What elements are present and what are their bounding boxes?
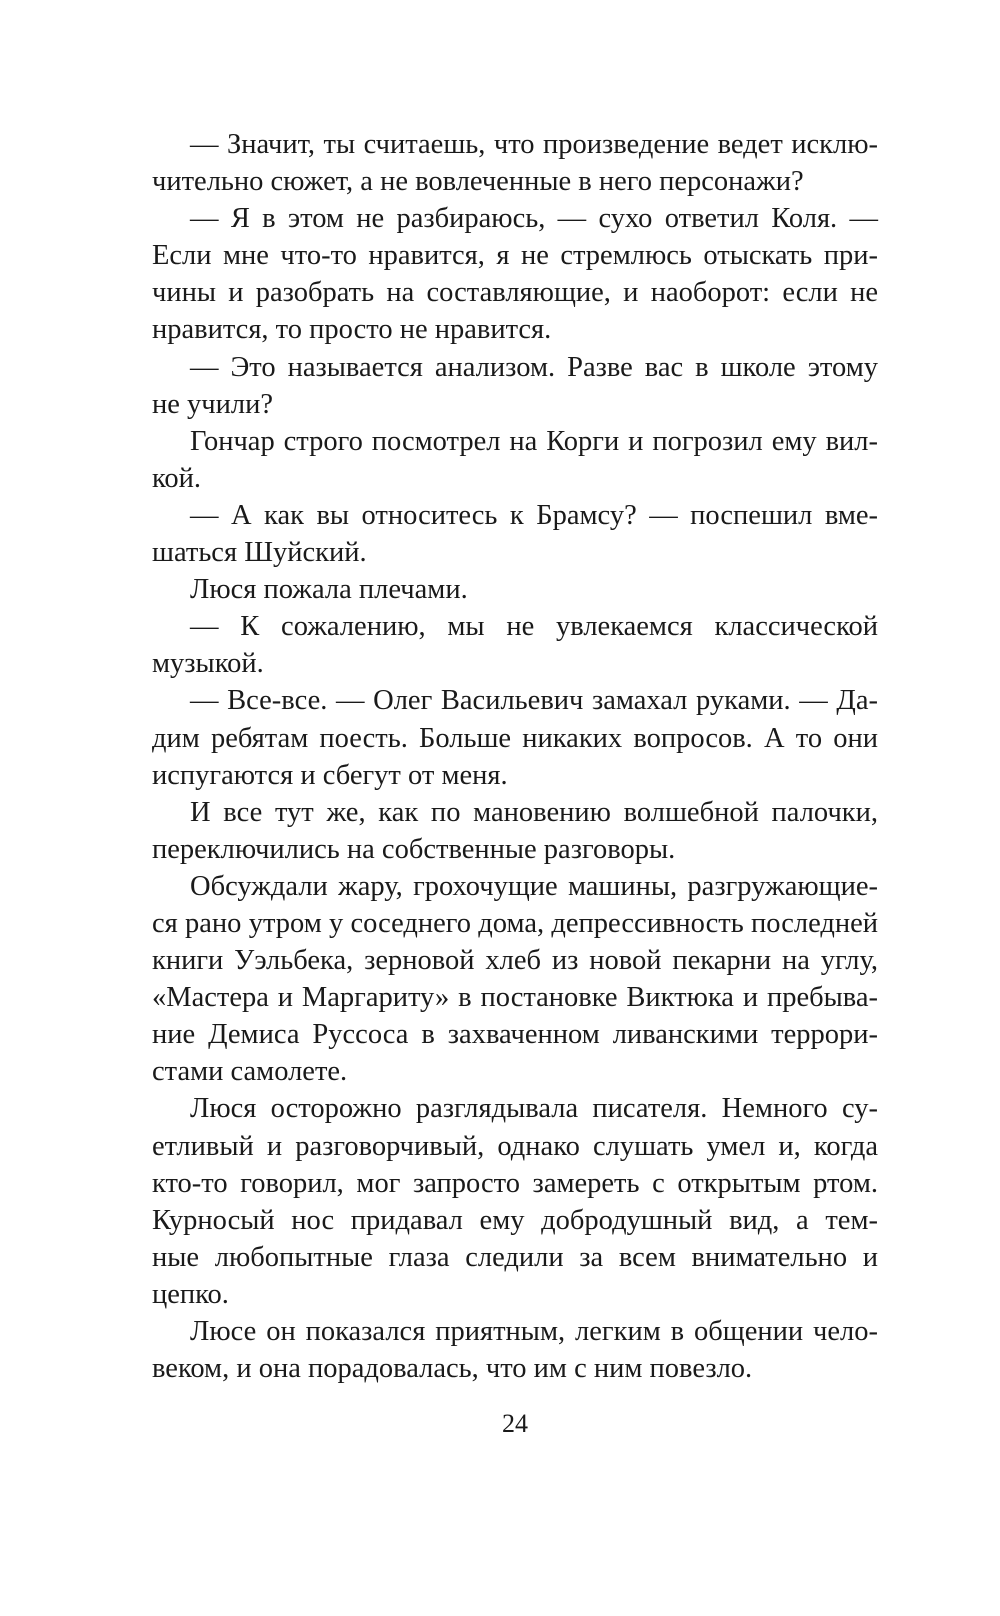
text-line: «Мастера и Маргариту» в постановке Виктюка и пребыва- <box>152 982 878 1014</box>
text-line: — Значит, ты считаешь, что произведение ведет исклю- <box>190 129 878 160</box>
text-line: веком, и она порадовалась, что им с ним повезло. <box>152 1353 753 1385</box>
text-line: Обсуждали жару, грохочущие машины, разгружающие- <box>190 870 878 902</box>
text-line: — Это называется анализом. Разве вас в школе этому <box>190 351 878 383</box>
text-line: Люся пожала плечами. <box>190 574 468 606</box>
text-line: етливый и разговорчивый, однако слушать умел и, когда <box>152 1130 878 1162</box>
text-line: кой. <box>152 462 202 494</box>
text-line: И все тут же, как по мановению волшебной палочки, <box>190 796 878 828</box>
text-line: — К сожалению, мы не увлекаемся классической <box>190 611 878 643</box>
text-line: — А как вы относитесь к Брамсу? — поспешил вме- <box>190 499 878 531</box>
text-line: чительно сюжет, а не вовлеченные в него персонажи? <box>152 166 804 198</box>
body-text <box>152 126 878 1387</box>
text-line: Люся осторожно разглядывала писателя. Немного су- <box>190 1093 878 1125</box>
text-line: Если мне что-то нравится, я не стремлюсь отыскать при- <box>152 240 878 272</box>
text-line: Люсе он показался приятным, легким в общении чело- <box>190 1316 878 1347</box>
text-line: переключились на собственные разговоры. <box>152 833 676 865</box>
page-number: 24 <box>502 1409 528 1438</box>
text-line: испугаются и сбегут от меня. <box>152 759 508 791</box>
text-line: ные любопытные глаза следили за всем внимательно и <box>152 1241 878 1273</box>
text-line: музыкой. <box>152 648 264 680</box>
text-line: Курносый нос придавал ему добродушный вид, а тем- <box>152 1204 878 1236</box>
text-line: ние Демиса Руссоса в захваченном ливанскими террори- <box>152 1019 878 1051</box>
text-line: — Я в этом не разбираюсь, — сухо ответил Коля. — <box>190 203 878 235</box>
text-line: кто-то говорил, мог запросто замереть с открытым ртом. <box>152 1167 878 1199</box>
text-line: Гончар строго посмотрел на Корги и погрозил ему вил- <box>190 425 878 457</box>
text-line: стами самолете. <box>152 1056 348 1088</box>
text-line: цепко. <box>152 1278 229 1310</box>
text-line: нравится, то просто не нравится. <box>152 314 552 346</box>
text-line: — Все-все. — Олег Васильевич замахал руками. — Да- <box>190 685 878 717</box>
text-line: шаться Шуйский. <box>152 537 367 569</box>
text-line: не учили? <box>152 388 273 420</box>
text-line: книги Уэльбека, зерновой хлеб из новой пекарни на углу, <box>152 945 878 977</box>
text-line: дим ребятам поесть. Больше никаких вопросов. А то они <box>152 722 878 754</box>
text-line: ся рано утром у соседнего дома, депрессивность последней <box>152 907 878 939</box>
text-line: чины и разобрать на составляющие, и наоборот: если не <box>152 277 878 309</box>
